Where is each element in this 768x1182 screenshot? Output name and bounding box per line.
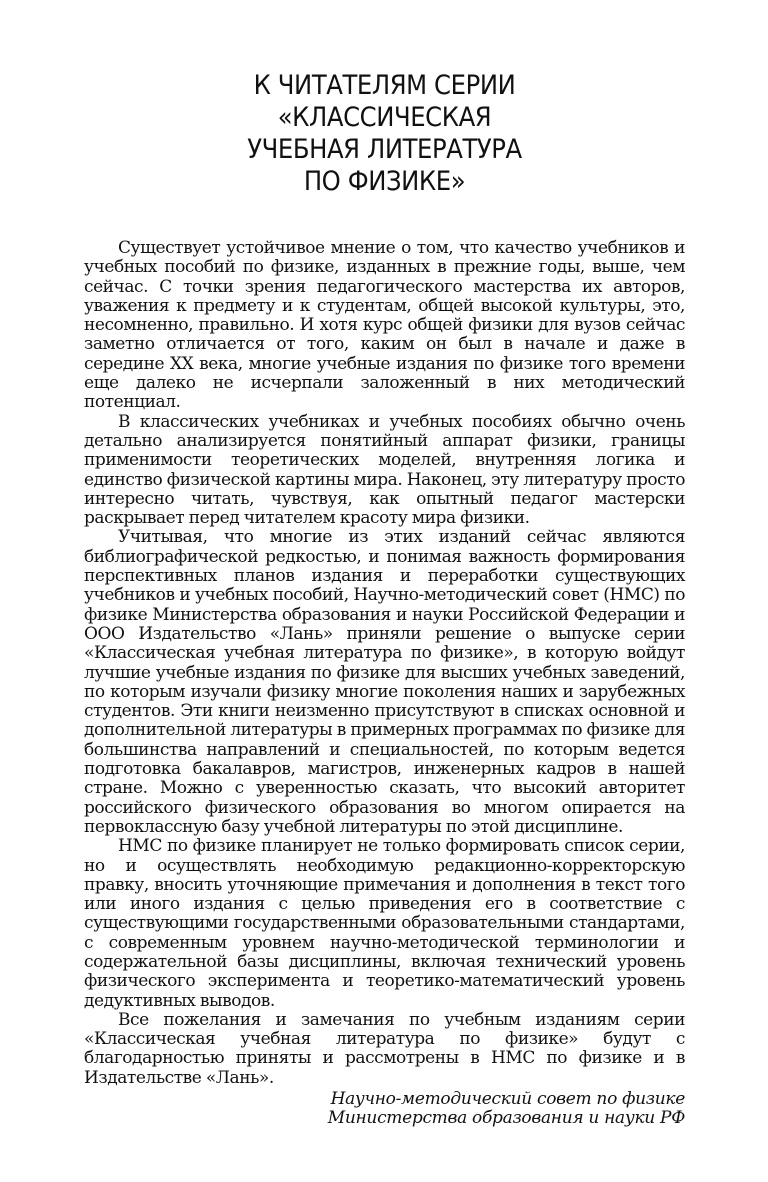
title-line: К ЧИТАТЕЛЯМ СЕРИИ xyxy=(253,70,516,101)
paragraph: В классических учебниках и учебных пособиях обычно очень детально анализируется понятийный аппарат физики, границы применимости теоретических моделей, внутренняя логика и единство физической картины мира. Наконец, эту литературу просто интересно читать, чувствуя, как опытный педагог мастерски раскрывает перед читателем красоту мира физики. xyxy=(84,411,685,529)
signature xyxy=(84,1090,685,1129)
title-line: ПО ФИЗИКЕ» xyxy=(303,166,466,197)
paragraph: Учитывая, что многие из этих изданий сейчас являются библиографической редкостью, и понимая важность формирования перспективных планов издания и переработки существующих учебников и учебных пособий, Научно-методический совет (НМС) по физике Министерства образования и науки Российской Федерации и ООО Издательство «Лань» приняли решение о выпуске серии «Классическая учебная литература по физике», в которую войдут лучшие учебные издания по физике для высших учебных заведений, по которым изучали физику многие поколения наших и зарубежных студентов. Эти книги неизменно присутствуют в списках основной и дополнительной литературы в примерных программах по физике для большинства направлений и специальностей, по которым ведется подготовка бакалавров, магистров, инженерных кадров в нашей стране. Можно с уверенностью сказать, что высокий авторитет российского физического образования во многом опирается на первоклассную базу учебной литературы по этой дисциплине. xyxy=(84,527,685,837)
paragraph: Существует устойчивое мнение о том, что качество учебников и учебных пособий по физике, изданных в прежние годы, выше, чем сейчас. С точки зрения педагогического мастерства их авторов, уважения к предмету и к студентам, общей высокой культуры, это, несомненно, правильно. И хотя курс общей физики для вузов сейчас заметно отличается от того, каким он был в начале и даже в середине XX века, многие учебные издания по физике того времени еще далеко не исчерпали заложенный в них методический потенциал. xyxy=(84,238,685,413)
signature-line: Министерства образования и науки РФ xyxy=(327,1108,685,1129)
paragraph: НМС по физике планирует не только формировать список серии, но и осуществлять необходимую редакционно-корректорскую правку, вносить уточняющие примечания и дополнения в текст того или иного издания с целью приведения его в соответствие с существующими государственными образовательными стандартами, с современным уровнем научно-методической терминологии и содержательной базы дисциплины, включая технический уровень физического эксперимента и теоретико-математический уровень дедуктивных выводов. xyxy=(84,836,685,1011)
body-text xyxy=(84,239,685,1088)
signature-line: Научно-методический совет по физике xyxy=(330,1089,685,1110)
title-line: УЧЕБНАЯ ЛИТЕРАТУРА xyxy=(247,134,522,165)
paragraph: Все пожелания и замечания по учебным изданиям серии «Классическая учебная литература по физике» будут с благодарностью приняты и рассмотрены в НМС по физике и в Издательстве «Лань». xyxy=(84,1009,685,1088)
title-line: «КЛАССИЧЕСКАЯ xyxy=(277,102,492,133)
page-title xyxy=(84,70,685,198)
document-page xyxy=(84,70,685,1129)
